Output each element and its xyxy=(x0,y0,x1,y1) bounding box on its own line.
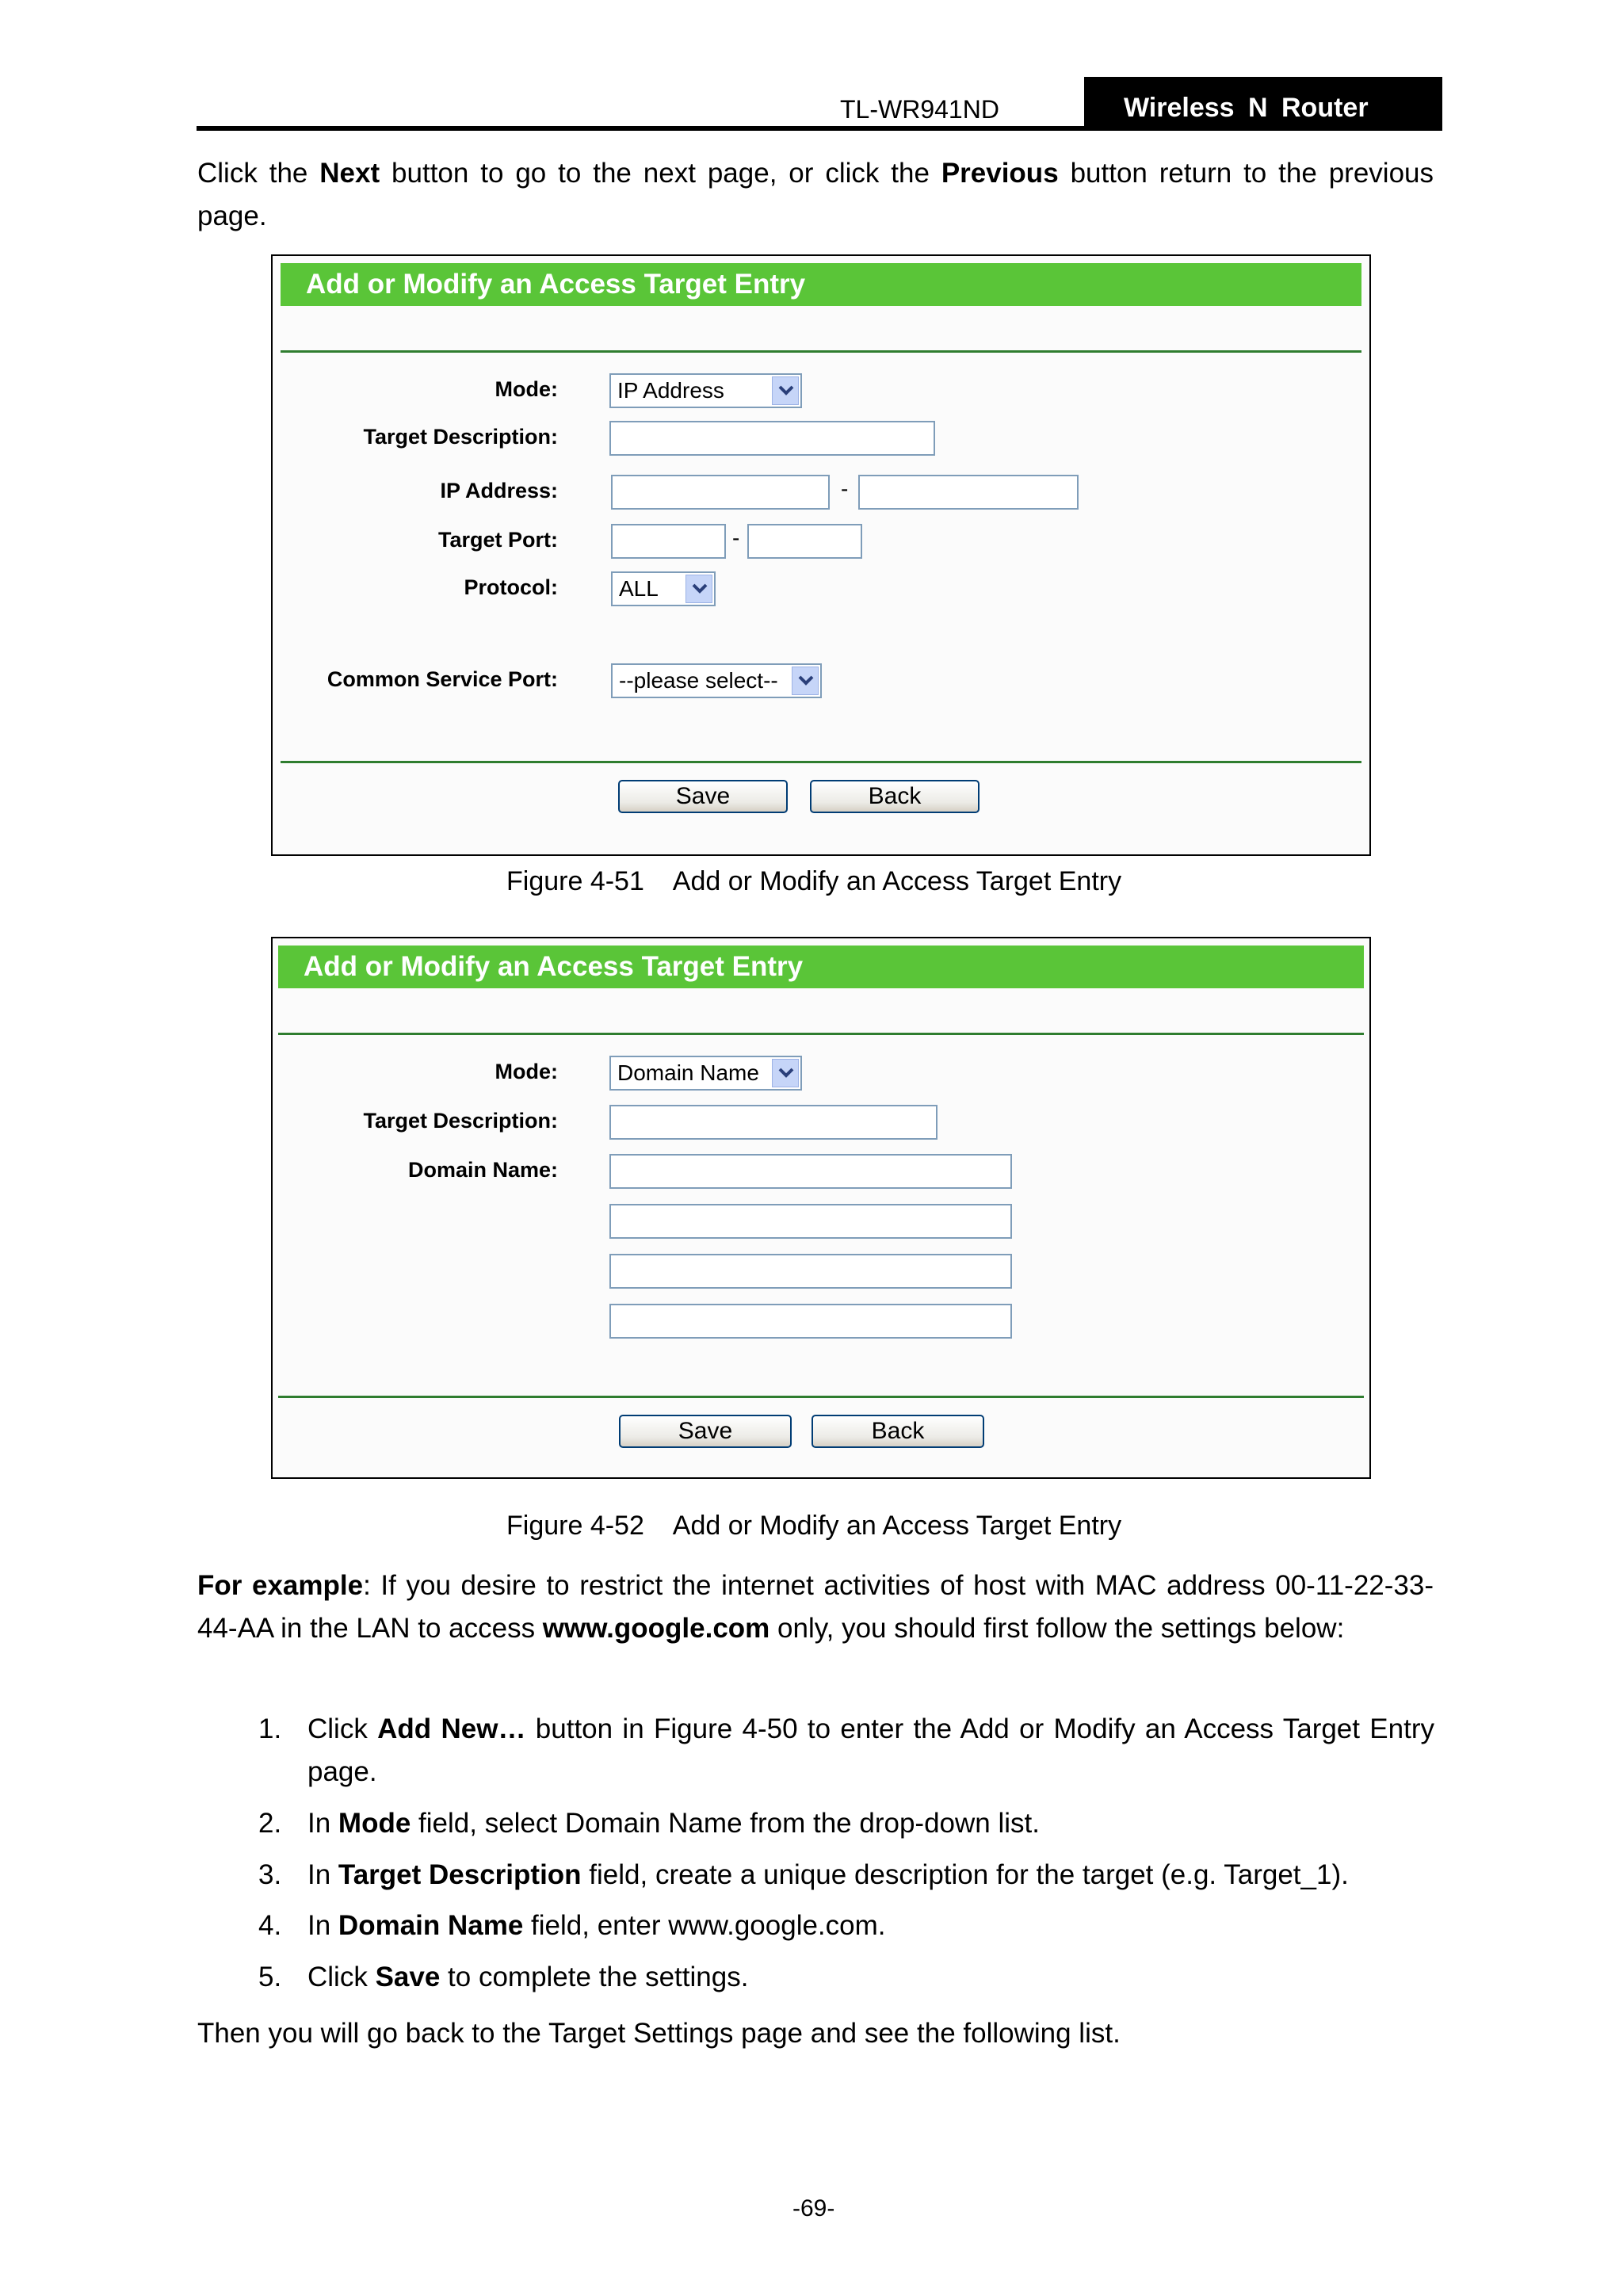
header-rule xyxy=(197,126,1442,131)
page-number: -69- xyxy=(792,2195,835,2222)
domain-name-input-3[interactable] xyxy=(609,1254,1012,1289)
figure-4-51-caption: Figure 4-51 Add or Modify an Access Target Entry xyxy=(506,866,1122,896)
save-button[interactable]: Save xyxy=(619,1415,792,1448)
protocol-select[interactable] xyxy=(611,571,716,606)
target-description-label: Target Description: xyxy=(363,425,558,449)
mode-label: Mode: xyxy=(495,377,558,401)
target-port-start-input[interactable] xyxy=(611,524,726,559)
closing-paragraph: Then you will go back to the Target Settings page and see the following list. xyxy=(197,2018,1121,2049)
panel-top-rule xyxy=(278,1033,1364,1035)
chevron-down-icon[interactable] xyxy=(772,376,799,405)
save-button[interactable]: Save xyxy=(618,780,788,813)
figure-4-51-panel xyxy=(271,254,1371,856)
panel-title: Add or Modify an Access Target Entry xyxy=(281,263,1361,306)
domain-name-input-4[interactable] xyxy=(609,1304,1012,1339)
chevron-down-icon[interactable] xyxy=(792,667,819,695)
domain-name-label: Domain Name: xyxy=(407,1158,558,1182)
ip-address-label: IP Address: xyxy=(440,479,558,502)
back-button[interactable]: Back xyxy=(810,780,980,813)
panel-bottom-rule xyxy=(278,1396,1364,1398)
common-service-port-select-value: --please select-- xyxy=(619,668,778,693)
list-item: 4. In Domain Name field, enter www.google.com. xyxy=(258,1910,886,1941)
mode-select-value: IP Address xyxy=(617,378,724,403)
common-service-port-select[interactable] xyxy=(611,663,822,698)
protocol-select-value: ALL xyxy=(619,576,659,601)
ip-address-start-input[interactable] xyxy=(611,475,830,510)
mode-select-value: Domain Name xyxy=(617,1060,759,1085)
list-item: 3. In Target Description field, create a unique description for the target (e.g. Target_1). xyxy=(258,1859,1349,1890)
example-paragraph: For example: If you desire to restrict the internet activities of host with MAC address 00-11-22-33-44-AA in the LAN to access www.google.com only, you should first follow the settings below: xyxy=(197,1570,1434,1644)
ip-range-dash: - xyxy=(841,476,849,501)
target-description-input[interactable] xyxy=(609,1105,938,1140)
target-description-label: Target Description: xyxy=(363,1109,558,1133)
panel-top-rule xyxy=(281,350,1361,353)
domain-name-input-2[interactable] xyxy=(609,1204,1012,1239)
intro-paragraph: Click the Next button to go to the next page, or click the Previous button return to the previous page. xyxy=(197,158,1434,231)
header-model: TL-WR941ND xyxy=(840,95,999,124)
back-button[interactable]: Back xyxy=(812,1415,984,1448)
common-service-port-label: Common Service Port: xyxy=(327,667,558,691)
ip-address-end-input[interactable] xyxy=(858,475,1079,510)
list-item: 1. Click Add New… button in Figure 4-50 to enter the Add or Modify an Access Target Entry page. xyxy=(258,1713,1435,1787)
figure-4-52-caption: Figure 4-52 Add or Modify an Access Target Entry xyxy=(506,1511,1122,1541)
chevron-down-icon[interactable] xyxy=(685,575,712,603)
list-item: 5. Click Save to complete the settings. xyxy=(258,1962,749,1992)
target-port-label: Target Port: xyxy=(437,528,558,552)
header-product-band: Wireless N Router xyxy=(1084,77,1442,131)
list-item: 2. In Mode field, select Domain Name from the drop-down list. xyxy=(258,1808,1040,1839)
target-port-end-input[interactable] xyxy=(747,524,862,559)
mode-label: Mode: xyxy=(495,1060,558,1083)
panel-bottom-rule xyxy=(281,761,1361,763)
protocol-label: Protocol: xyxy=(464,575,558,599)
chevron-down-icon[interactable] xyxy=(772,1059,799,1087)
mode-select[interactable] xyxy=(609,373,802,408)
panel-title: Add or Modify an Access Target Entry xyxy=(278,946,1364,988)
target-description-input[interactable] xyxy=(609,421,935,456)
mode-select[interactable] xyxy=(609,1056,802,1091)
port-range-dash: - xyxy=(732,525,740,550)
domain-name-input-1[interactable] xyxy=(609,1154,1012,1189)
figure-4-52-panel xyxy=(271,937,1371,1479)
